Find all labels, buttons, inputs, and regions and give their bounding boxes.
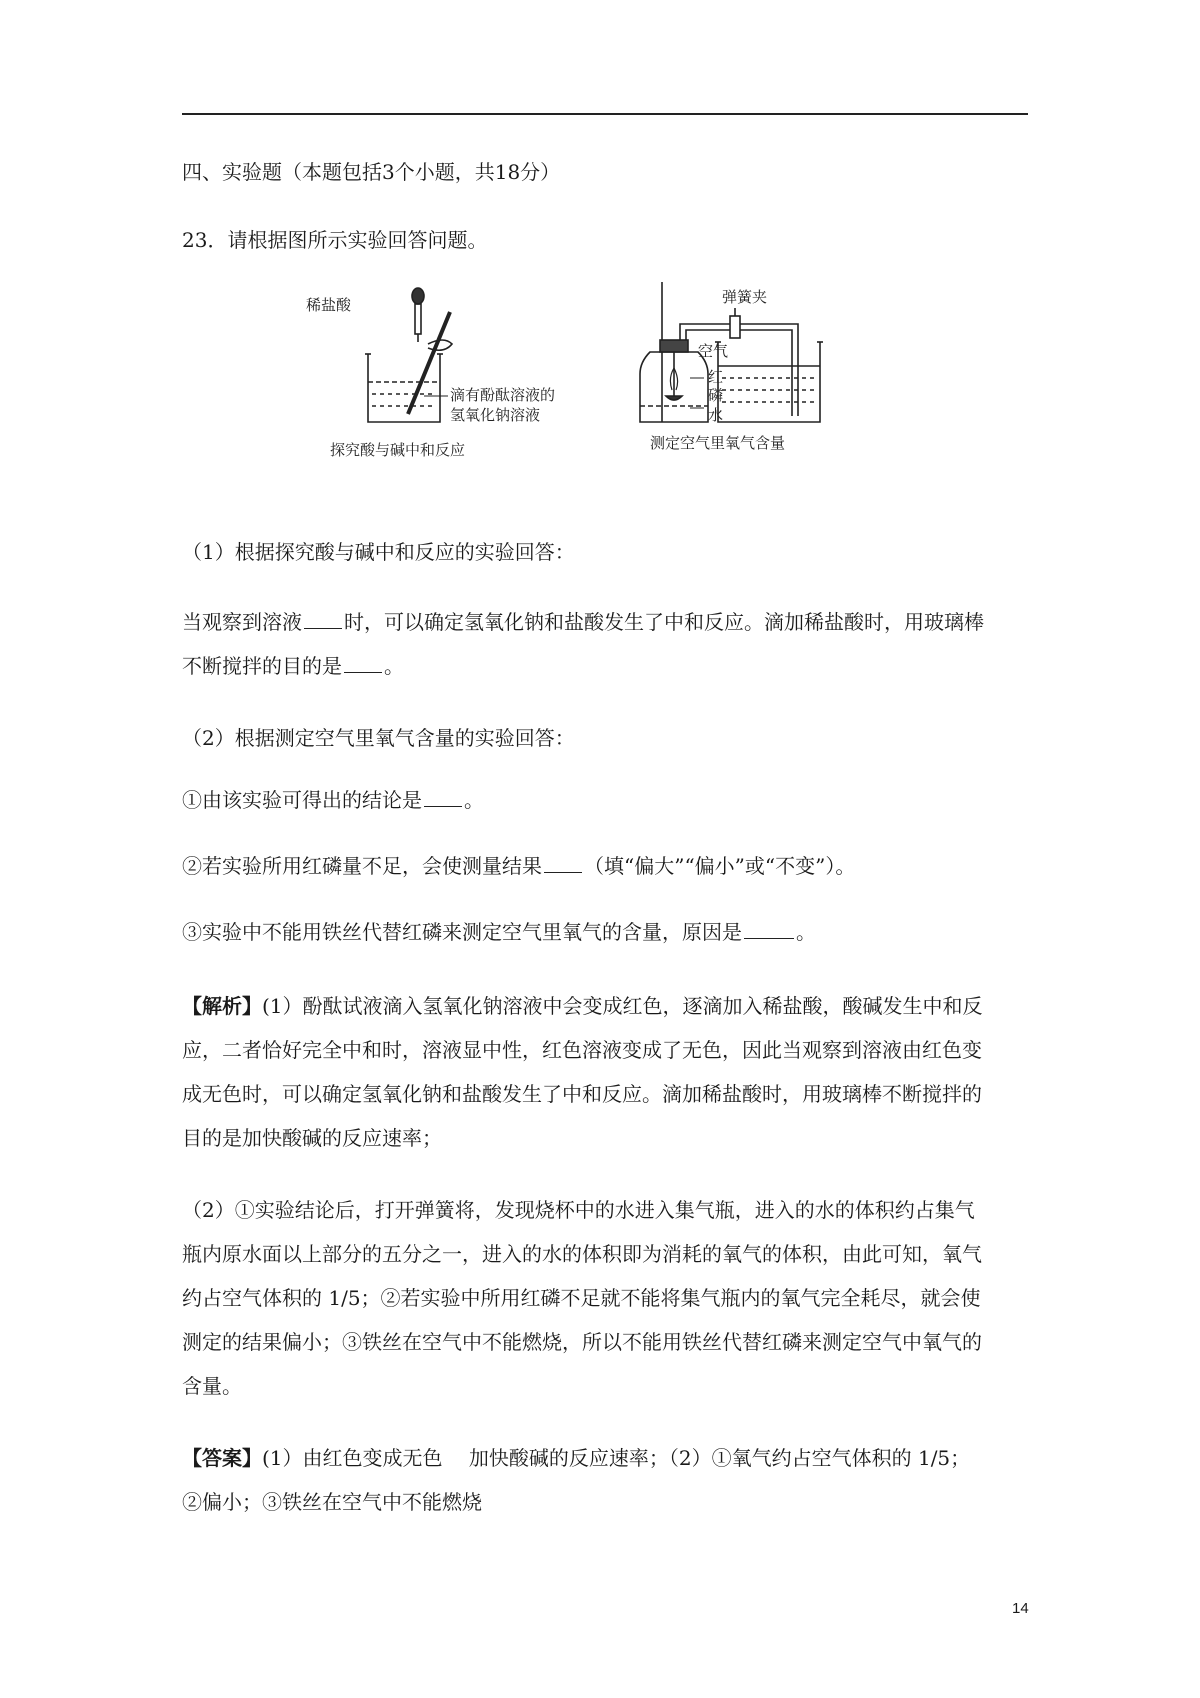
part1-line2 [182, 652, 404, 680]
dropper-tube [415, 304, 421, 334]
part2-q2-start: ②若实验所用红磷量不足，会使测量结果 [182, 854, 542, 878]
stopper [660, 340, 688, 352]
page-number: 14 [1012, 1600, 1029, 1617]
part1-line2-end: 。 [384, 654, 404, 678]
part1-line2-start: 不断搅拌的目的是 [182, 654, 342, 678]
analysis-line-1 [182, 992, 983, 1020]
analysis-line-9: 含量。 [182, 1374, 242, 1398]
label-solution-line2: 氢氧化钠溶液 [450, 406, 541, 424]
label-dilute-hcl: 稀盐酸 [306, 296, 352, 314]
part1-line1-end: 时，可以确定氢氧化钠和盐酸发生了中和反应。滴加稀盐酸时，用玻璃棒 [344, 610, 984, 634]
caption-neutralization: 探究酸与碱中和反应 [330, 441, 466, 459]
analysis-text-1: (1）酚酞试液滴入氢氧化钠溶液中会变成红色，逐滴加入稀盐酸，酸碱发生中和反 [262, 994, 983, 1018]
label-red-phosphorus-2: 磷 [708, 386, 724, 404]
part1-heading: （1）根据探究酸与碱中和反应的实验回答： [182, 540, 575, 564]
experiment-figure [306, 282, 880, 502]
answer-line-1 [182, 1444, 970, 1472]
part2-q2-end: （填“偏大”“偏小”或“不变”）。 [584, 854, 856, 878]
spring-clamp [730, 316, 740, 338]
label-red-phosphorus-1: 红 [708, 368, 724, 386]
part2-q1 [182, 786, 484, 814]
neutralization-diagram [365, 288, 452, 422]
question-stem: 23．请根据图所示实验回答问题。 [182, 228, 488, 252]
label-air: 空气 [698, 342, 729, 360]
analysis-line-8: 测定的结果偏小；③铁丝在空气中不能燃烧，所以不能用铁丝代替红磷来测定空气中氧气的 [182, 1330, 982, 1354]
analysis-line-4: 目的是加快酸碱的反应速率； [182, 1126, 442, 1150]
answer-tag: 【答案】 [182, 1446, 262, 1470]
label-solution-line1: 滴有酚酞溶液的 [450, 386, 556, 404]
header-rule [182, 113, 1028, 115]
answer-line-2: ②偏小；③铁丝在空气中不能燃烧 [182, 1490, 482, 1514]
part2-q3-start: ③实验中不能用铁丝代替红磷来测定空气里氧气的含量，原因是 [182, 920, 742, 944]
analysis-tag: 【解析】 [182, 994, 262, 1018]
label-spring-clamp: 弹簧夹 [722, 288, 768, 306]
part2-heading: （2）根据测定空气里氧气含量的实验回答： [182, 726, 575, 750]
dropper-bulb [412, 288, 424, 304]
analysis-line-2: 应，二者恰好完全中和时，溶液显中性，红色溶液变成了无色，因此当观察到溶液由红色变 [182, 1038, 982, 1062]
answer-blank-5[interactable] [744, 920, 794, 939]
analysis-line-7: 约占空气体积的 1/5；②若实验中所用红磷不足就不能将集气瓶内的氧气完全耗尽，就会使 [182, 1286, 981, 1310]
answer-blank-4[interactable] [544, 854, 582, 873]
part2-q1-end: 。 [464, 788, 484, 812]
part1-line1 [182, 608, 984, 636]
part2-q1-start: ①由该实验可得出的结论是 [182, 788, 422, 812]
part2-q2 [182, 852, 855, 880]
answer-blank-3[interactable] [424, 788, 462, 807]
answer-blank-1[interactable] [304, 610, 342, 629]
section-title: 四、实验题（本题包括3个小题，共18分） [182, 160, 561, 184]
label-water: 水 [708, 406, 724, 424]
right-beaker [718, 342, 820, 422]
answer-blank-2[interactable] [344, 654, 382, 673]
caption-oxygen-content: 测定空气里氧气含量 [650, 434, 786, 452]
part2-q3 [182, 918, 816, 946]
analysis-line-5: （2）①实验结论后，打开弹簧将，发现烧杯中的水进入集气瓶，进入的水的体积约占集气 [182, 1198, 975, 1222]
part2-q3-end: 。 [796, 920, 816, 944]
answer-text-1: (1）由红色变成无色 加快酸碱的反应速率；（2）①氧气约占空气体积的 1/5； [262, 1446, 971, 1470]
analysis-line-3: 成无色时，可以确定氢氧化钠和盐酸发生了中和反应。滴加稀盐酸时，用玻璃棒不断搅拌的 [182, 1082, 982, 1106]
part1-line1-start: 当观察到溶液 [182, 610, 302, 634]
analysis-line-6: 瓶内原水面以上部分的五分之一，进入的水的体积即为消耗的氧气的体积，由此可知，氧气 [182, 1242, 982, 1266]
